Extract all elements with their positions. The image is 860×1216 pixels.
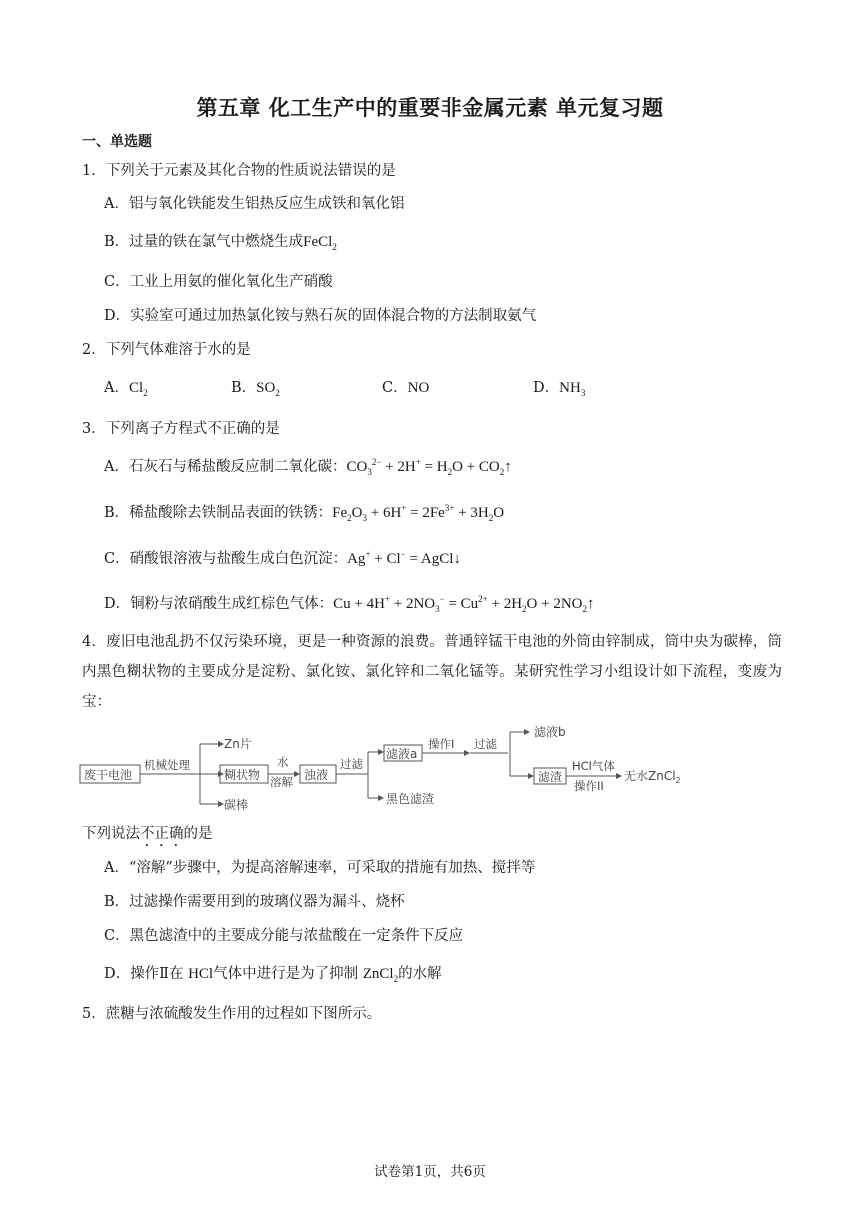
q3-option-a: A．石灰石与稀盐酸反应制二氧化碳：$CO_3^{2-} + 2H^+ = H_2O$ + $CO_2↑$: [104, 457, 512, 477]
q1-option-c: C．工业上用氨的催化氧化生产硝酸: [104, 274, 333, 290]
q1-option-d: D．实验室可通过加热氯化铵与熟石灰的固体混合物的方法制取氨气: [104, 308, 537, 324]
flow-battery: 废干电池: [84, 768, 133, 782]
flow-mech: 机械处理: [144, 758, 190, 772]
flow-filtrate-a: 滤液a: [386, 747, 418, 761]
flow-filtrate-b: 滤液b: [534, 725, 566, 739]
flow-black: 黑色滤渣: [386, 792, 435, 806]
q3-option-c-equation: Ag+ + Cl− = AgCl↓: [347, 549, 461, 567]
q1-option-b-text: B．过量的铁在氯气中燃烧生成: [104, 234, 304, 250]
q2-option-c: C．NO: [382, 380, 430, 396]
q3-option-a-equation: $CO_3^{2-} + 2H^+ = H_2O$ + $CO_2↑$: [346, 457, 512, 477]
q4-option-d: D．操作Ⅱ在 HCl气体中进行是为了抑制 ZnCl$_2$的水解: [104, 966, 442, 984]
q4-stem: 下列说法不正确的是: [82, 826, 213, 842]
flow-hcl: HCl气体: [572, 759, 615, 773]
flow-filter2: 过滤: [474, 737, 497, 751]
q3-option-b: B．稀盐酸除去铁制品表面的铁锈：$Fe_2O_3 + 6H^+ = 2Fe^{3+} + 3H_2O$: [104, 503, 505, 523]
q5-stem: 5．蔗糖与浓硫酸发生作用的过程如下图所示。: [82, 1006, 382, 1022]
emphasis-text: 不正确: [140, 826, 184, 842]
q4-option-a: A．“溶解”步骤中，为提高溶解速率，可采取的措施有加热、搅拌等: [104, 860, 536, 876]
page-title: 第五章 化工生产中的重要非金属元素 单元复习题: [196, 95, 664, 120]
flow-filter1: 过滤: [340, 757, 363, 771]
q4-option-b: B．过滤操作需要用到的玻璃仪器为漏斗、烧杯: [104, 894, 405, 910]
q3-option-d-equation: $Cu + 4H^+ + 2NO_3^- = Cu^{2+} + 2H_2O$ + $2NO_2↑$: [333, 594, 595, 614]
q3-stem: 3．下列离子方程式不正确的是: [82, 421, 280, 437]
q3-option-d: D．铜粉与浓硝酸生成红棕色气体：$Cu + 4H^+ + 2NO_3^- = Cu^{2+} + 2H_2O$ + $2NO_2↑$: [104, 594, 595, 614]
q1-option-b-formula: FeCl$_2$: [303, 234, 337, 252]
page-footer: 试卷第1页，共6页: [374, 1164, 486, 1180]
q2-stem: 2．下列气体难溶于水的是: [82, 342, 251, 358]
flow-water: 水: [277, 755, 289, 769]
q1-option-b: [104, 230, 337, 251]
flow-residue: 滤渣: [538, 770, 563, 784]
q3-option-b-equation: $Fe_2O_3 + 6H^+ = 2Fe^{3+} + 3H_2O$: [332, 503, 505, 523]
flow-op1: 操作I: [428, 737, 455, 751]
q3-option-c: C．硝酸银溶液与盐酸生成白色沉淀：Ag+ + Cl− = AgCl↓: [104, 549, 461, 567]
flow-zn: Zn片: [224, 737, 252, 751]
flow-product: 无水ZnCl$_2$: [624, 769, 681, 785]
flow-op2: 操作II: [574, 779, 604, 793]
flow-paste: 糊状物: [224, 768, 261, 782]
flow-carbon: 碳棒: [224, 798, 249, 812]
q1-stem: 1．下列关于元素及其化合物的性质说法错误的是: [82, 163, 396, 179]
flow-turbid: 浊液: [304, 768, 329, 782]
q2-option-b: B．$SO_2$: [231, 380, 280, 398]
q4-paragraph: 4．废旧电池乱扔不仅污染环境，更是一种资源的浪费。普通锌锰干电池的外筒由锌制成，筒中央为碳棒，筒内黑色糊状物的主要成分是淀粉、氯化铵、氯化锌和二氧化锰等。某研究性学习小组设计如下流程，变废为宝：: [82, 634, 782, 710]
q4-flowchart: [78, 722, 718, 822]
q1-option-a: A．铝与氧化铁能发生铝热反应生成铁和氧化铝: [104, 196, 405, 212]
section-heading: 一、单选题: [82, 134, 152, 150]
q4-option-c: C．黑色滤渣中的主要成分能与浓盐酸在一定条件下反应: [104, 928, 464, 944]
q2-option-d: D．$NH_3$: [533, 380, 586, 398]
flow-dissolve: 溶解: [270, 775, 293, 789]
q2-option-a: A．$Cl_2$: [104, 380, 148, 398]
